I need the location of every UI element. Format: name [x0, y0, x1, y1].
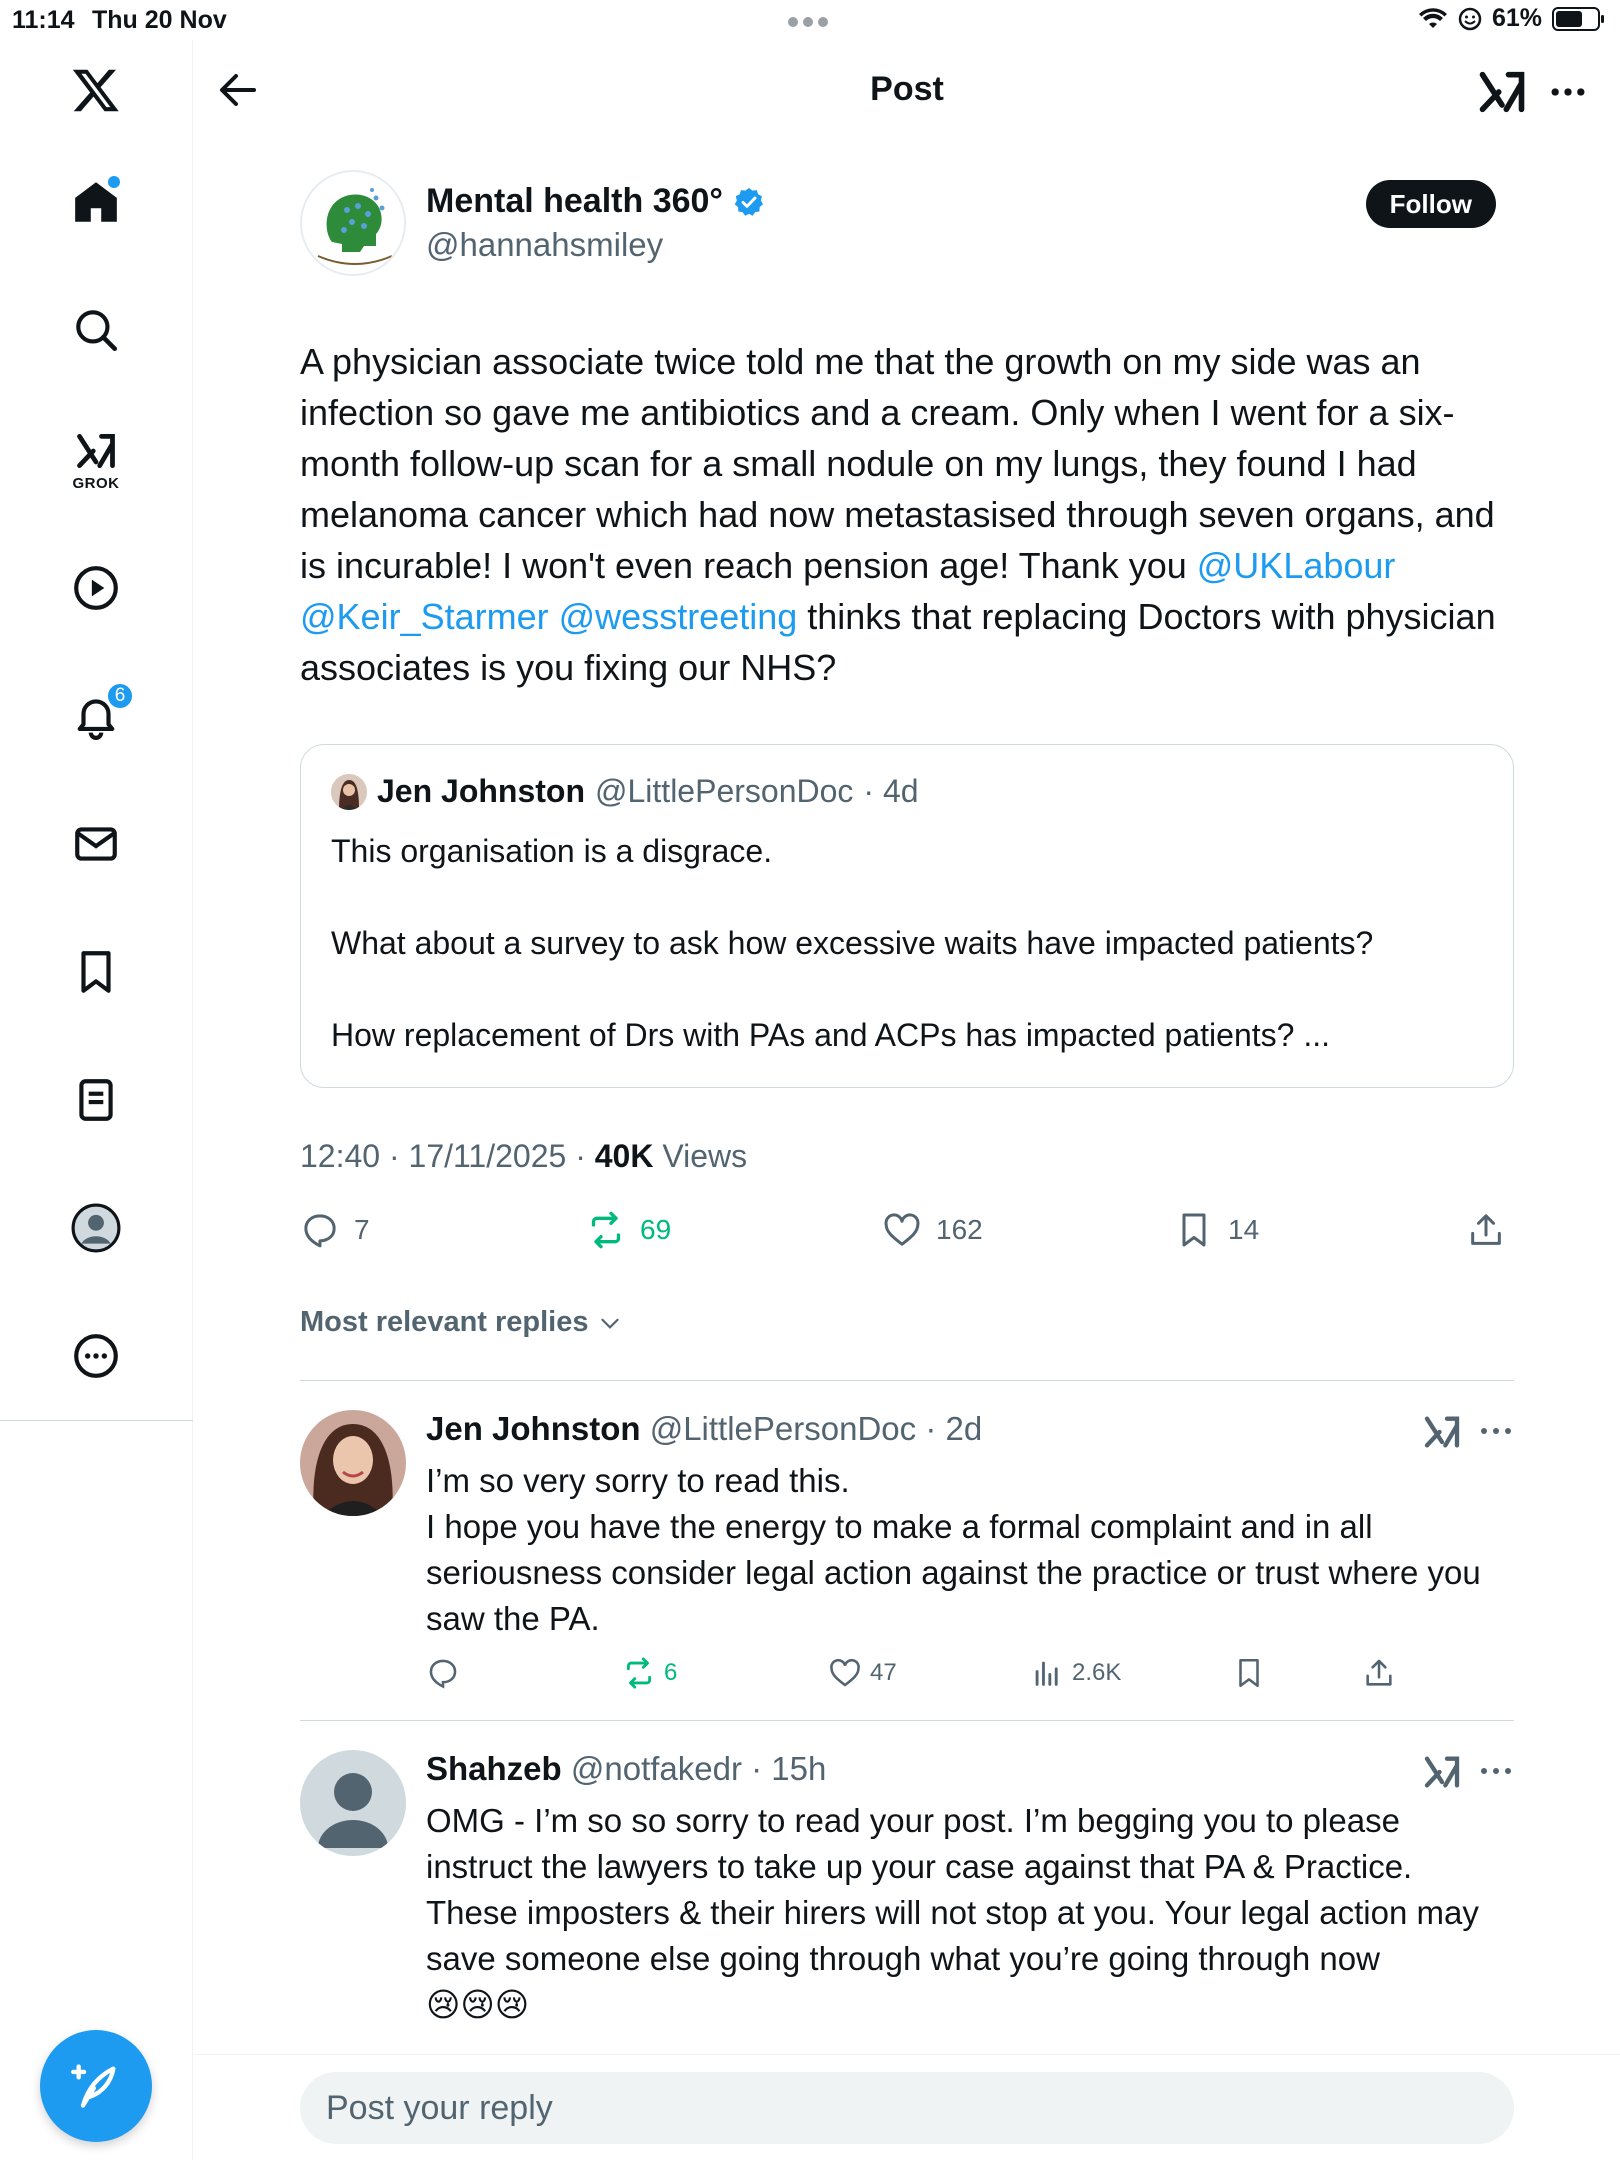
- author-name[interactable]: [426, 182, 765, 221]
- reply-input[interactable]: [300, 2072, 1514, 2144]
- more-circle-icon: [71, 1331, 121, 1381]
- repost-icon: [586, 1210, 626, 1250]
- search-icon: [71, 305, 121, 355]
- battery-percent: 61%: [1491, 4, 1542, 32]
- page-title: Post: [870, 70, 944, 108]
- reply-author-name[interactable]: Jen Johnston: [426, 1410, 641, 1447]
- replies-sort-dropdown[interactable]: [300, 1306, 623, 1339]
- quote-age: · 4d: [863, 773, 919, 809]
- heart-icon: [882, 1210, 922, 1250]
- share-icon: [1362, 1656, 1396, 1690]
- sidebar-item-lists[interactable]: [56, 1060, 136, 1140]
- grok-icon[interactable]: [1422, 1412, 1462, 1452]
- quote-text-line1: This organisation is a disgrace.: [331, 833, 773, 869]
- reply-button[interactable]: [300, 1210, 370, 1250]
- repost-button[interactable]: [586, 1210, 671, 1250]
- sidebar-item-messages[interactable]: [56, 804, 136, 884]
- sidebar-divider: [0, 1420, 193, 1421]
- reply-item[interactable]: [300, 1750, 1514, 2050]
- x-logo[interactable]: [56, 50, 136, 130]
- reply-age: · 15h: [751, 1750, 827, 1787]
- author-avatar[interactable]: [300, 170, 406, 276]
- divider: [300, 1380, 1514, 1381]
- author-name-text: Mental health 360°: [426, 182, 724, 220]
- reply-header: [426, 1750, 826, 1788]
- views-button[interactable]: [1030, 1656, 1121, 1690]
- mention-keir-starmer[interactable]: @Keir_Starmer: [300, 596, 549, 637]
- share-button[interactable]: [1362, 1656, 1396, 1690]
- views-label: Views: [653, 1138, 748, 1174]
- status-right: [1418, 4, 1600, 33]
- follow-button[interactable]: Follow: [1366, 180, 1496, 228]
- more-options-icon[interactable]: [1478, 1756, 1514, 1786]
- like-count: 47: [870, 1659, 897, 1686]
- reply-author-avatar[interactable]: [300, 1410, 406, 1516]
- like-button[interactable]: [828, 1656, 897, 1690]
- sidebar-item-notifications[interactable]: [56, 676, 136, 756]
- post-meta: [300, 1138, 747, 1175]
- status-time: 11:14: [12, 6, 75, 34]
- grok-icon: [74, 429, 118, 473]
- focus-icon: [1458, 7, 1482, 31]
- reply-author-handle[interactable]: @notfakedr: [570, 1750, 742, 1787]
- bookmark-icon: [1174, 1210, 1214, 1250]
- reply-text-body: OMG - I’m so so sorry to read your post. I’m begging you to please instruct the lawyers to take up your case against that PA & Practice. These imposters & their hirers will not stop at you. Your legal action may save someone else going through what you’re going through now: [426, 1802, 1479, 1977]
- verified-badge-icon: [733, 186, 765, 218]
- bookmark-icon: [1232, 1656, 1266, 1690]
- play-icon: [71, 563, 121, 613]
- repost-button[interactable]: [622, 1656, 677, 1690]
- bookmark-button[interactable]: [1174, 1210, 1259, 1250]
- compose-post-button[interactable]: [40, 2030, 152, 2142]
- quote-text-line2: What about a survey to ask how excessive waits have impacted patients?: [331, 925, 1374, 961]
- quote-author-handle: @LittlePersonDoc: [595, 773, 854, 809]
- sidebar-item-grok[interactable]: [56, 420, 136, 500]
- reply-text: [426, 1798, 1506, 2028]
- quoted-post[interactable]: [300, 744, 1514, 1088]
- reply-text-line2: I hope you have the energy to make a formal complaint and in all seriousness consider legal action against the practice or trust where you saw the PA.: [426, 1508, 1481, 1637]
- sidebar-item-profile[interactable]: [56, 1188, 136, 1268]
- reply-age: · 2d: [925, 1410, 983, 1447]
- reply-author-name[interactable]: Shahzeb: [426, 1750, 562, 1787]
- mental-health-logo-icon: [302, 172, 406, 276]
- profile-avatar-icon: [71, 1203, 121, 1253]
- author-handle[interactable]: @hannahsmiley: [426, 226, 664, 263]
- share-icon: [1466, 1210, 1506, 1250]
- x-logo-icon: [71, 65, 121, 115]
- reply-header: [426, 1410, 982, 1448]
- more-options-icon[interactable]: [1478, 1416, 1514, 1446]
- quote-text-line3: How replacement of Drs with PAs and ACPs has impacted patients? ...: [331, 1017, 1330, 1053]
- wifi-icon: [1418, 7, 1448, 31]
- reply-button[interactable]: [426, 1656, 460, 1690]
- reply-author-handle[interactable]: @LittlePersonDoc: [649, 1410, 917, 1447]
- reply-icon: [300, 1210, 340, 1250]
- repost-icon: [622, 1656, 656, 1690]
- bookmark-icon: [71, 947, 121, 997]
- sidebar-item-video[interactable]: [56, 548, 136, 628]
- like-count: 162: [936, 1214, 983, 1245]
- sidebar-item-explore[interactable]: [56, 290, 136, 370]
- status-bar: [0, 0, 1620, 40]
- post-header: [194, 40, 1620, 140]
- views-count: 40K: [594, 1138, 654, 1174]
- post-timestamp: 12:40 · 17/11/2025 ·: [300, 1138, 595, 1174]
- sidebar: [0, 40, 193, 2160]
- quote-author-name: Jen Johnston: [377, 773, 586, 809]
- reply-item[interactable]: [300, 1410, 1514, 1690]
- mail-icon: [71, 819, 121, 869]
- battery-icon: [1552, 7, 1600, 31]
- home-unread-dot: [108, 176, 120, 188]
- grok-label: GROK: [72, 474, 120, 492]
- multitasking-dots[interactable]: [788, 14, 834, 26]
- sidebar-item-more[interactable]: [56, 1316, 136, 1396]
- quote-header: [331, 773, 919, 810]
- reply-emojis: 😢😢😢: [426, 1986, 530, 2023]
- heart-icon: [828, 1656, 862, 1690]
- post-text-part2: thinks that replacing Doctors with physician associates is you fixing our NHS?: [300, 596, 1496, 688]
- chevron-down-icon: [597, 1310, 623, 1336]
- post-text-part1: A physician associate twice told me that the growth on my side was an infection so gave me antibiotics and a cream. Only when I went for a six-month follow-up scan for a small nodule on my lungs, they found I had melanoma cancer which had now metastasised through seven organs, and is incurable! I won't even reach pension age! Thank you: [300, 341, 1495, 586]
- grok-icon[interactable]: [1422, 1752, 1462, 1792]
- analytics-icon: [1030, 1656, 1064, 1690]
- bookmark-count: 14: [1228, 1214, 1260, 1245]
- like-button[interactable]: [882, 1210, 983, 1250]
- repost-count: 6: [664, 1659, 678, 1686]
- quote-author-avatar: [331, 774, 367, 810]
- reply-text-line1: I’m so very sorry to read this.: [426, 1462, 850, 1499]
- sidebar-item-home[interactable]: [56, 162, 136, 242]
- list-icon: [71, 1075, 121, 1125]
- grok-icon[interactable]: [1476, 66, 1528, 118]
- mention-uklabour[interactable]: @UKLabour: [1196, 545, 1396, 586]
- notifications-badge: 6: [106, 682, 134, 710]
- views-count: 2.6K: [1072, 1659, 1122, 1686]
- mention-wesstreeting[interactable]: @wesstreeting: [558, 596, 798, 637]
- divider: [300, 1720, 1514, 1721]
- repost-count: 69: [640, 1214, 672, 1245]
- post-text: [300, 336, 1514, 693]
- sidebar-item-bookmarks[interactable]: [56, 932, 136, 1012]
- reply-actions: [426, 1656, 1426, 1696]
- replies-sort-label: Most relevant replies: [300, 1306, 589, 1338]
- compose-feather-icon: [70, 2060, 122, 2112]
- more-options-icon[interactable]: [1546, 70, 1590, 114]
- bookmark-button[interactable]: [1232, 1656, 1266, 1690]
- status-date: Thu 20 Nov: [92, 6, 227, 34]
- reply-composer-bar: [194, 2054, 1620, 2160]
- reply-author-avatar[interactable]: [300, 1750, 406, 1856]
- reply-count: 7: [354, 1214, 370, 1245]
- post-actions: [300, 1210, 1514, 1266]
- share-button[interactable]: [1466, 1210, 1506, 1250]
- reply-text: [426, 1458, 1506, 1642]
- reply-icon: [426, 1656, 460, 1690]
